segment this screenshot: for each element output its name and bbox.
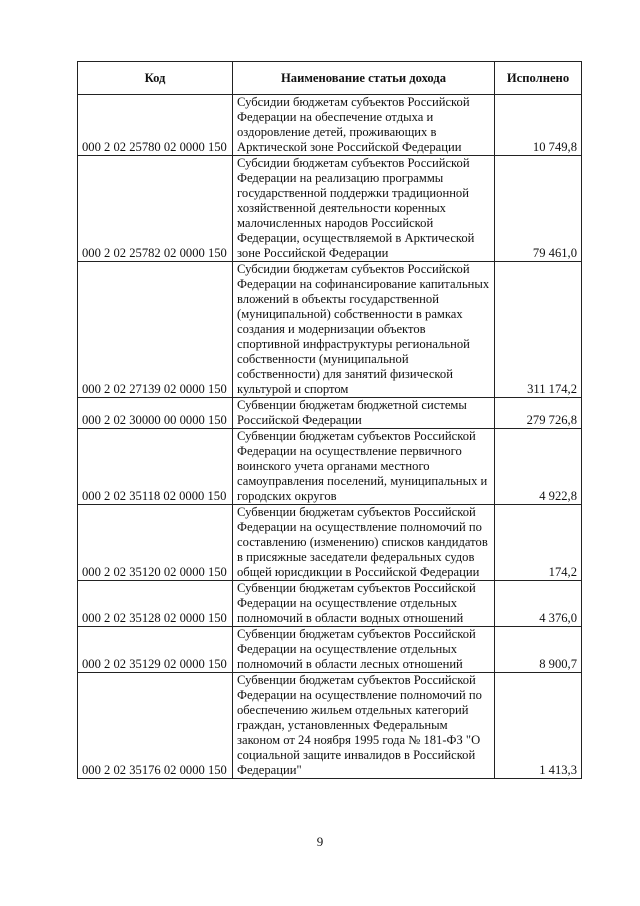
- table-row: [78, 95, 582, 156]
- row-name: Субвенции бюджетам субъектов Российской Федерации на осуществление первичного воинского учета органами местного самоуправления поселений, муниципальных и городских округов: [233, 429, 495, 505]
- row-name: Субвенции бюджетам субъектов Российской Федерации на осуществление отдельных полномочий в области лесных отношений: [233, 627, 495, 673]
- row-executed: 174,2: [495, 505, 582, 581]
- page-number: 9: [316, 834, 324, 849]
- row-executed: 8 900,7: [495, 627, 582, 673]
- row-code: 000 2 02 35120 02 0000 150: [78, 505, 233, 581]
- row-code: 000 2 02 25780 02 0000 150: [78, 95, 233, 156]
- row-executed: 311 174,2: [495, 262, 582, 398]
- header-code: Код: [78, 62, 233, 95]
- row-name: Субвенции бюджетам субъектов Российской Федерации на осуществление отдельных полномочий в области водных отношений: [233, 581, 495, 627]
- table-row: [78, 627, 582, 673]
- row-code: 000 2 02 35118 02 0000 150: [78, 429, 233, 505]
- row-code: 000 2 02 27139 02 0000 150: [78, 262, 233, 398]
- table-row: [78, 262, 582, 398]
- table-row: [78, 673, 582, 779]
- table-header-row: [78, 62, 582, 95]
- row-name: Субвенции бюджетам субъектов Российской Федерации на осуществление полномочий по составлению (изменению) списков кандидатов в присяжные заседатели федеральных судов общей юрисдикции в Российской Федерации: [233, 505, 495, 581]
- row-code: 000 2 02 35129 02 0000 150: [78, 627, 233, 673]
- row-executed: 279 726,8: [495, 398, 582, 429]
- table-row: [78, 581, 582, 627]
- table-row: [78, 429, 582, 505]
- row-executed: 79 461,0: [495, 156, 582, 262]
- header-executed: Исполнено: [495, 62, 582, 95]
- row-name: Субвенции бюджетам бюджетной системы Российской Федерации: [233, 398, 495, 429]
- table-row: [78, 398, 582, 429]
- table-row: [78, 505, 582, 581]
- table-row: [78, 156, 582, 262]
- row-name: Субсидии бюджетам субъектов Российской Федерации на реализацию программы государственной поддержки традиционной хозяйственной деятельности коренных малочисленных народов Российской Федерации, осуществляемой в Арктической зоне Российской Федерации: [233, 156, 495, 262]
- row-code: 000 2 02 35176 02 0000 150: [78, 673, 233, 779]
- row-name: Субсидии бюджетам субъектов Российской Федерации на софинансирование капитальных вложений в объекты государственной (муниципальной) собственности в рамках создания и модернизации объектов спортивной инфраструктуры региональной собственности (муниципальной собственности) для занятий физической культурой и спортом: [233, 262, 495, 398]
- row-name: Субсидии бюджетам субъектов Российской Федерации на обеспечение отдыха и оздоровление детей, проживающих в Арктической зоне Российской Федерации: [233, 95, 495, 156]
- row-code: 000 2 02 30000 00 0000 150: [78, 398, 233, 429]
- row-executed: 4 922,8: [495, 429, 582, 505]
- row-executed: 10 749,8: [495, 95, 582, 156]
- row-executed: 4 376,0: [495, 581, 582, 627]
- revenue-table: [77, 61, 582, 779]
- row-code: 000 2 02 25782 02 0000 150: [78, 156, 233, 262]
- header-name: Наименование статьи дохода: [233, 62, 495, 95]
- row-executed: 1 413,3: [495, 673, 582, 779]
- row-name: Субвенции бюджетам субъектов Российской Федерации на осуществление полномочий по обеспечению жильем отдельных категорий граждан, установленных Федеральным законом от 24 ноября 1995 года № 181-ФЗ "О социальной защите инвалидов в Российской Федерации": [233, 673, 495, 779]
- row-code: 000 2 02 35128 02 0000 150: [78, 581, 233, 627]
